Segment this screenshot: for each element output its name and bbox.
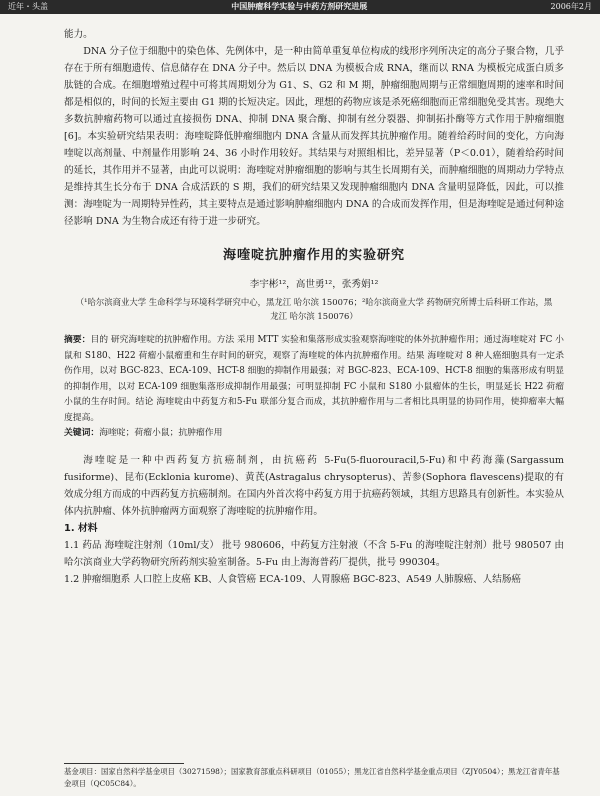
footnote: 基金项目：国家自然科学基金项目（30271598）；国家教育部重点科研项目（01055）；黑龙江省自然科学基金重点项目（ZJY0504）；黑龙江省青年基金项目（QC05C84）。 xyxy=(64,767,560,788)
keywords-text: 海喹啶；荷瘤小鼠；抗肿瘤作用 xyxy=(99,428,223,438)
article-authors: 李宇彬¹²，高世勇¹²，张秀娟¹² xyxy=(249,279,379,290)
materials-item-2: 1.2 肿瘤细胞系 人口腔上皮癌 KB、人食管癌 ECA-109、人胃腺癌 BGC-823、A549 人肺腺癌、人结肠癌 xyxy=(64,573,522,585)
keywords-label: 关键词： xyxy=(64,428,100,438)
running-header xyxy=(0,0,600,14)
keywords xyxy=(64,426,564,442)
header-center: 中国肿瘤科学实验与中药方剂研究进展 xyxy=(231,2,368,11)
materials-item-1: 1.1 药品 海喹啶注射剂（10ml/支） 批号 980606，中药复方注射液（不含 5-Fu 的海喹啶注射剂）批号 980507 由哈尔滨商业大学药物研究所药剂实验室制备。5-Fu 由上海海普药厂提供，批号 990304。 xyxy=(64,539,564,568)
header-right: 2006年2月 xyxy=(550,2,592,11)
intro-paragraph-1: DNA 分子位于细胞中的染色体、先例体中，是一种由简单重复单位构成的线形序列所决定的高分子聚合物，几乎存在于所有细胞遗传、信息储存在 DNA 分子中。然后以 DNA 为模板合成 RNA，继而以 RNA 为模板完成蛋白质多肽链的合成。在细胞增殖过程中可将其周期划分为 G1、S、G2 和 M 期，肿瘤细胞周期与正常细胞周期的速率和时间都是相似的，时间的长短主要由 G1 期的长短决定。因此，理想的药物应该是杀死癌细胞而正常细胞免受其害。现绝大多数抗肿瘤药物可以通过直接损伤 DNA、抑制 DNA 聚合酶、抑制有丝分裂器、抑制拓扑酶等方式作用于肿瘤细胞[6]。本实验研究结果表明：海喹啶降低肿瘤细胞内 DNA 含量从而发挥其抗肿瘤作用。随着给药时间的变化，方向海喹啶以高剂量、中剂量作用影响 24、36 小时作用较好。其结果与对照组相比，差异显著（P＜0.01），随着给药时间的延长，其作用并不显著，由此可以说明：海喹啶对肿瘤细胞的影响与其生长周期有关，而肿瘤细胞的周期动力学特点是维持其生长分布于 DNA 合成活跃的 S 期，我们的研究结果又发现肿瘤细胞内 DNA 含量明显降低，因此，可以推测：海喹啶为一周期特异性药，其主要特点是通过影响肿瘤细胞内 DNA 的合成而发挥作用，但是海喹啶是通过何种途径影响 DNA 为生物合成还有待于进一步研究。 xyxy=(64,46,564,227)
article-title: 海喹啶抗肿瘤作用的实验研究 xyxy=(222,248,405,263)
header-left: 近年・头盖 xyxy=(8,2,48,11)
intro-paragraph-0: 能力。 xyxy=(64,29,93,40)
abstract-label: 摘要： xyxy=(64,335,91,345)
article-affiliation: （¹哈尔滨商业大学 生命科学与环境科学研究中心，黑龙江 哈尔滨 150076；²哈尔滨商业大学 药物研究所博士后科研工作站，黑龙江 哈尔滨 150076） xyxy=(75,297,553,321)
abstract-text: 目的 研究海喹啶的抗肿瘤作用。方法 采用 MTT 实验和集落形成实验观察海喹啶的体外抗肿瘤作用；通过海喹啶对 FC 小鼠和 S180、H22 荷瘤小鼠瘤重和生存时间的研究，观察了海喹啶的体内抗肿瘤作用。结果 海喹啶对 8 种人癌细胞具有一定杀伤作用，以对 BGC-823、ECA-109、HCT-8 细胞的抑制作用最强；对 BGC-823、ECA-109、HCT-8 细胞的集落形成有明显的抑制作用，以对 ECA-109 细胞集落形成抑制作用最强；可明显抑制 FC 小鼠和 S180 小鼠瘤体的生长，明显延长 H22 荷瘤小鼠的生存时间。结论 海喹啶由中药复方和5-Fu 联部分复合而成，其抗肿瘤作用与二者相比具明显的协同作用，使抑瘤率大幅度提高。 xyxy=(64,335,564,423)
section-heading-materials: 1. 材料 xyxy=(64,522,98,534)
abstract xyxy=(64,333,564,426)
page-content xyxy=(64,26,564,588)
body-paragraph: 海喹啶是一种中西药复方抗癌制剂，由抗癌药 5-Fu(5-fluorouracil,5-Fu)和中药海藻(Sargassum fusiforme)、昆布(Ecklonia kurome)、黄芪(Astragalus chrysopterus)、苦参(Sophora flavescens)提取的有效成分组方而成的中西药复方抗癌制剂。在国内外首次将中药复方用于抗癌药领域，其组方思路具有创新性。本实验从体内抗肿瘤、体外抗肿瘤两方面观察了海喹啶的抗肿瘤作用。 xyxy=(64,454,564,517)
footnote-divider xyxy=(64,763,184,764)
